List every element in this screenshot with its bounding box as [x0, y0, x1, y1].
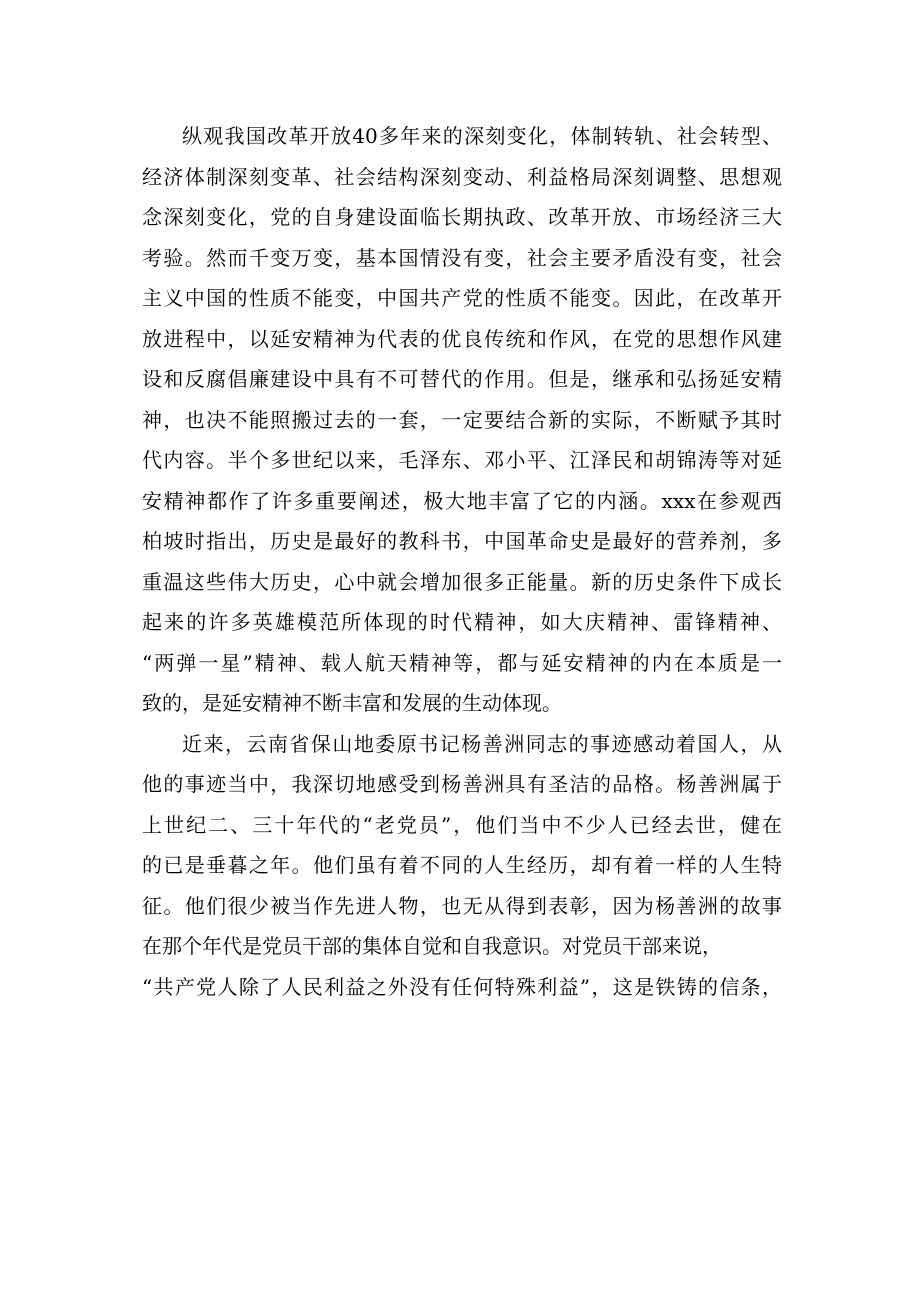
text-line: 设和反腐倡廉建设中具有不可替代的作用。但是，继承和弘扬延安精 — [142, 367, 782, 391]
text-line: 征。他们很少被当作先进人物，也无从得到表彰，因为杨善洲的故事 — [142, 893, 782, 918]
text-line: 起来的许多英雄模范所体现的时代精神，如大庆精神、雷锋精神、 — [142, 610, 782, 634]
text-line: 上世纪二、三十年代的“老党员”，他们当中不少人已经去世，健在 — [142, 812, 782, 837]
text-line: 重温这些伟大历史，心中就会增加很多正能量。新的历史条件下成长 — [142, 569, 782, 594]
text-line: 近来，云南省保山地委原书记杨善洲同志的事迹感动着国人，从 — [182, 731, 782, 756]
text-line: 他的事迹当中，我深切地感受到杨善洲具有圣洁的品格。杨善洲属于 — [142, 772, 782, 796]
text-line: 经济体制深刻变革、社会结构深刻变动、利益格局深刻调整、思想观 — [142, 164, 782, 189]
text-line: 放进程中，以延安精神为代表的优良传统和作风，在党的思想作风建 — [142, 326, 782, 351]
text-line: 代内容。半个多世纪以来，毛泽东、邓小平、江泽民和胡锦涛等对延 — [142, 448, 782, 472]
text-line: 主义中国的性质不能变，中国共产党的性质不能变。因此，在改革开 — [142, 286, 782, 310]
text-line: 神，也决不能照搬过去的一套，一定要结合新的实际，不断赋予其时 — [142, 407, 782, 432]
text-line: 的已是垂暮之年。他们虽有着不同的人生经历，却有着一样的人生特 — [142, 853, 782, 877]
text-line: 念深刻变化，党的自身建设面临长期执政、改革开放、市场经济三大 — [142, 205, 782, 229]
text-line: 致的，是延安精神不断丰富和发展的生动体现。 — [142, 691, 562, 715]
paragraph-yanan-spirit — [142, 116, 782, 724]
paragraph-yang-shanzhou — [142, 724, 782, 1008]
text-line: 在那个年代是党员干部的集体自觉和自我意识。对党员干部来说， — [142, 934, 722, 958]
text-line: 纵观我国改革开放40多年来的深刻变化，体制转轨、社会转型、 — [182, 124, 782, 148]
text-line: “共产党人除了人民利益之外没有任何特殊利益”，这是铁铸的信条， — [142, 974, 782, 999]
text-line: “两弹一星”精神、载人航天精神等，都与延安精神的内在本质是一 — [142, 650, 782, 675]
text-line: 考验。然而千变万变，基本国情没有变，社会主要矛盾没有变，社会 — [142, 245, 782, 270]
text-line: 柏坡时指出，历史是最好的教科书，中国革命史是最好的营养剂，多 — [142, 529, 782, 553]
text-line: 安精神都作了许多重要阐述，极大地丰富了它的内涵。xxx在参观西 — [142, 488, 782, 513]
body-text — [142, 116, 782, 1007]
